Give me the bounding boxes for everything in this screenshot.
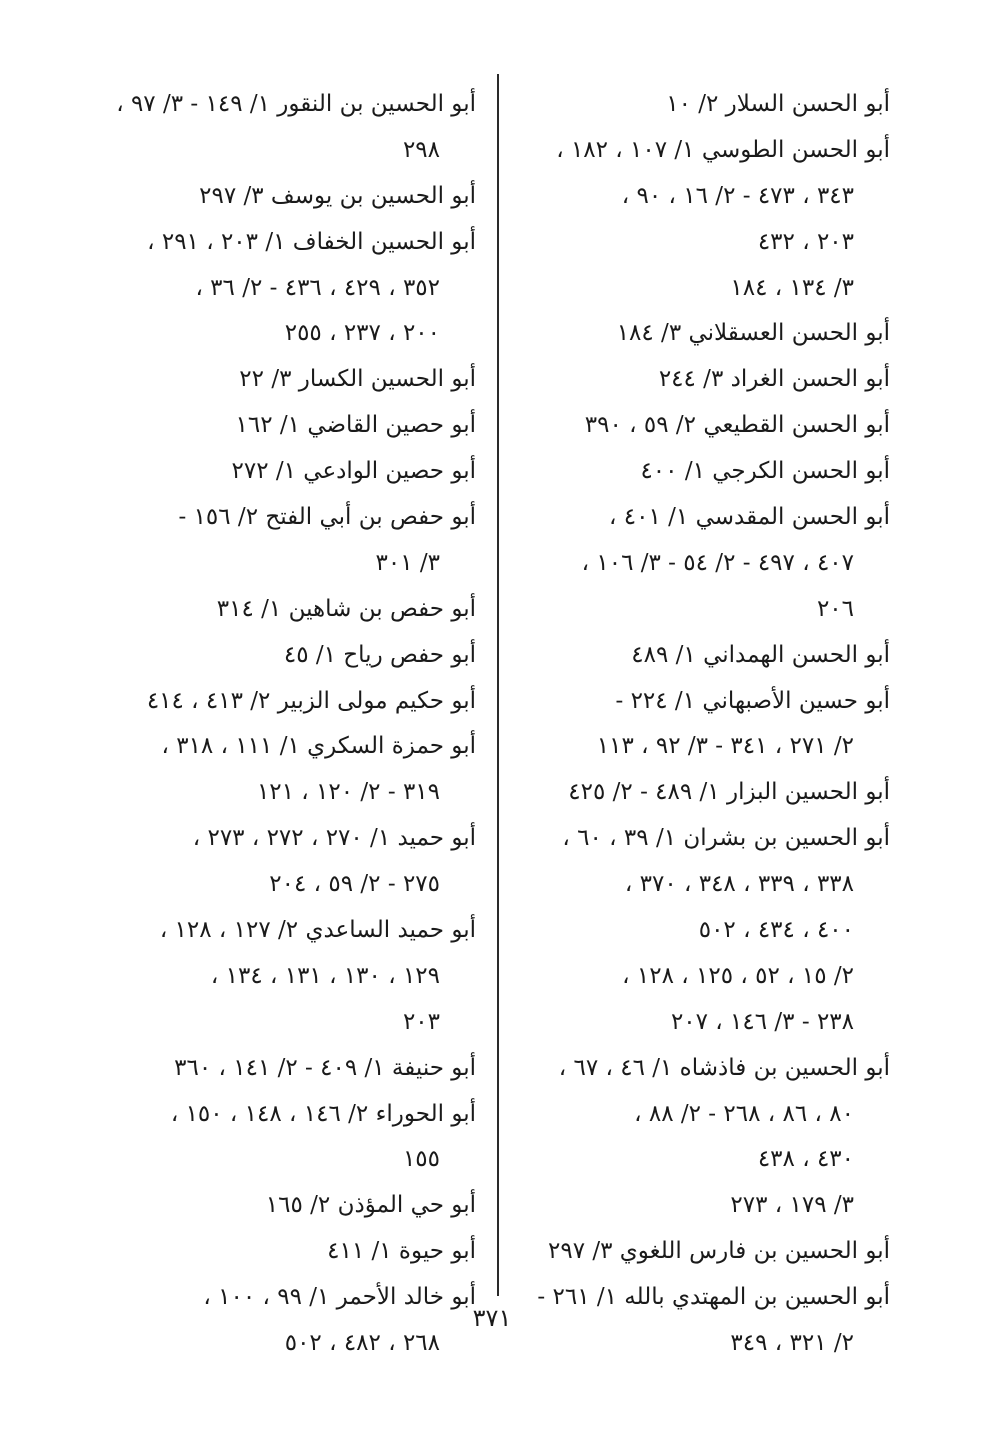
index-entry: أبو الحسين بن فارس اللغوي ٣/ ٢٩٧ xyxy=(547,1238,890,1265)
index-entry: أبو الحسن الهمداني ١/ ٤٨٩ xyxy=(631,641,890,668)
index-entry-continuation: ٢٠٣ ، ٤٣٢ xyxy=(757,228,854,255)
index-entry: أبو حنيفة ١/ ٤٠٩ - ٢/ ١٤١ ، ٣٦٠ xyxy=(174,1054,476,1081)
index-entry: أبو حكيم مولى الزبير ٢/ ٤١٣ ، ٤١٤ xyxy=(146,687,476,714)
index-entry: أبو الحسن القطيعي ٢/ ٥٩ ، ٣٩٠ xyxy=(584,412,890,439)
index-entry-continuation: ٢/ ١٥ ، ٥٢ ، ١٢٥ ، ١٢٨ ، xyxy=(622,962,854,989)
index-entry-continuation: ٣/ ٣٠١ xyxy=(375,549,440,576)
index-entry-continuation: ٢٣٨ - ٣/ ١٤٦ ، ٢٠٧ xyxy=(670,1008,854,1035)
index-entry: أبو الحسين الخفاف ١/ ٢٠٣ ، ٢٩١ ، xyxy=(147,228,476,255)
page-number: ٣٧١ xyxy=(472,1304,512,1332)
index-entry: أبو حيوة ١/ ٤١١ xyxy=(327,1238,476,1265)
index-entry: أبو حسين الأصبهاني ١/ ٢٢٤ - xyxy=(615,687,890,714)
index-entry: أبو حفص بن شاهين ١/ ٣١٤ xyxy=(216,595,476,622)
index-entry: أبو حميد الساعدي ٢/ ١٢٧ ، ١٢٨ ، xyxy=(159,917,476,944)
index-entry-continuation: ٢٠٦ xyxy=(816,595,854,622)
index-entry-continuation: ٨٠ ، ٨٦ ، ٢٦٨ - ٢/ ٨٨ ، xyxy=(634,1100,854,1127)
index-entry: أبو حفص رياح ١/ ٤٥ xyxy=(283,641,476,668)
index-entry: أبو حصين القاضي ١/ ١٦٢ xyxy=(235,412,476,439)
column-divider xyxy=(497,74,499,1296)
index-entry: أبو الحوراء ٢/ ١٤٦ ، ١٤٨ ، ١٥٠ ، xyxy=(170,1100,476,1127)
index-entry: أبو الحسن السلار ٢/ ١٠ xyxy=(666,91,890,117)
index-entry-continuation: ٢٧٥ - ٢/ ٥٩ ، ٢٠٤ xyxy=(269,871,440,898)
index-entry-continuation: ٣٤٣ ، ٤٧٣ - ٢/ ١٦ ، ٩٠ ، xyxy=(621,182,854,209)
index-entry: أبو الحسين بن المهتدي بالله ١/ ٢٦١ - xyxy=(537,1284,890,1311)
index-entry-continuation: ١٥٥ xyxy=(402,1146,440,1173)
index-entry-continuation: ٣/ ١٣٤ ، ١٨٤ xyxy=(730,274,854,301)
index-entry: أبو الحسين بن فاذشاه ١/ ٤٦ ، ٦٧ ، xyxy=(558,1054,890,1081)
index-entry-continuation: ٤٠٧ ، ٤٩٧ - ٢/ ٥٤ - ٣/ ١٠٦ ، xyxy=(581,549,854,576)
index-entry: أبو الحسن الغراد ٣/ ٢٤٤ xyxy=(658,366,890,393)
index-entry-continuation: ٢٦٨ ، ٤٨٢ ، ٥٠٢ xyxy=(284,1330,440,1357)
index-entry-continuation: ١٢٩ ، ١٣٠ ، ١٣١ ، ١٣٤ ، xyxy=(210,962,440,989)
index-column-left xyxy=(106,82,476,1367)
index-entry: أبو حفص بن أبي الفتح ٢/ ١٥٦ - xyxy=(178,504,476,531)
index-entry: أبو حميد ١/ ٢٧٠ ، ٢٧٢ ، ٢٧٣ ، xyxy=(192,825,476,852)
index-entry-continuation: ٣/ ١٧٩ ، ٢٧٣ xyxy=(730,1192,854,1219)
index-entry-continuation: ٢/ ٣٢١ ، ٣٤٩ xyxy=(730,1330,854,1357)
index-entry-continuation: ٢٠٠ ، ٢٣٧ ، ٢٥٥ xyxy=(284,320,440,347)
index-entry: أبو خالد الأحمر ١/ ٩٩ ، ١٠٠ ، xyxy=(203,1284,476,1311)
index-entry: أبو حصين الوادعي ١/ ٢٧٢ xyxy=(231,458,476,485)
index-entry: أبو الحسن العسقلاني ٣/ ١٨٤ xyxy=(616,320,890,347)
index-entry-continuation: ٣١٩ - ٢/ ١٢٠ ، ١٢١ xyxy=(256,779,440,806)
index-entry-continuation: ٤٠٠ ، ٤٣٤ ، ٥٠٢ xyxy=(698,917,854,944)
index-entry: أبو الحسين الكسار ٣/ ٢٢ xyxy=(239,366,476,393)
index-entry-continuation: ٢٩٨ xyxy=(402,136,440,163)
index-entry-continuation: ٣٥٢ ، ٤٢٩ ، ٤٣٦ - ٢/ ٣٦ ، xyxy=(195,274,440,301)
index-column-right xyxy=(520,82,890,1367)
index-entry: أبو الحسين بن النقور ١/ ١٤٩ - ٣/ ٩٧ ، xyxy=(116,91,476,117)
index-entry: أبو الحسين البزار ١/ ٤٨٩ - ٢/ ٤٢٥ xyxy=(568,779,890,806)
index-entry: أبو حمزة السكري ١/ ١١١ ، ٣١٨ ، xyxy=(161,733,476,760)
index-entry: أبو الحسين بن يوسف ٣/ ٢٩٧ xyxy=(199,182,476,209)
index-entry-continuation: ٤٣٠ ، ٤٣٨ xyxy=(757,1146,854,1173)
index-entry: أبو حي المؤذن ٢/ ١٦٥ xyxy=(265,1192,476,1219)
index-entry-continuation: ٢٠٣ xyxy=(402,1008,440,1035)
index-entry: أبو الحسن المقدسي ١/ ٤٠١ ، xyxy=(609,504,890,531)
index-entry: أبو الحسن الطوسي ١/ ١٠٧ ، ١٨٢ ، xyxy=(556,136,890,163)
index-entry: أبو الحسن الكرجي ١/ ٤٠٠ xyxy=(640,458,890,485)
index-entry-continuation: ٢/ ٢٧١ ، ٣٤١ - ٣/ ٩٢ ، ١١٣ xyxy=(596,733,854,760)
index-entry: أبو الحسين بن بشران ١/ ٣٩ ، ٦٠ ، xyxy=(562,825,890,852)
index-entry-continuation: ٣٣٨ ، ٣٣٩ ، ٣٤٨ ، ٣٧٠ ، xyxy=(624,871,854,898)
